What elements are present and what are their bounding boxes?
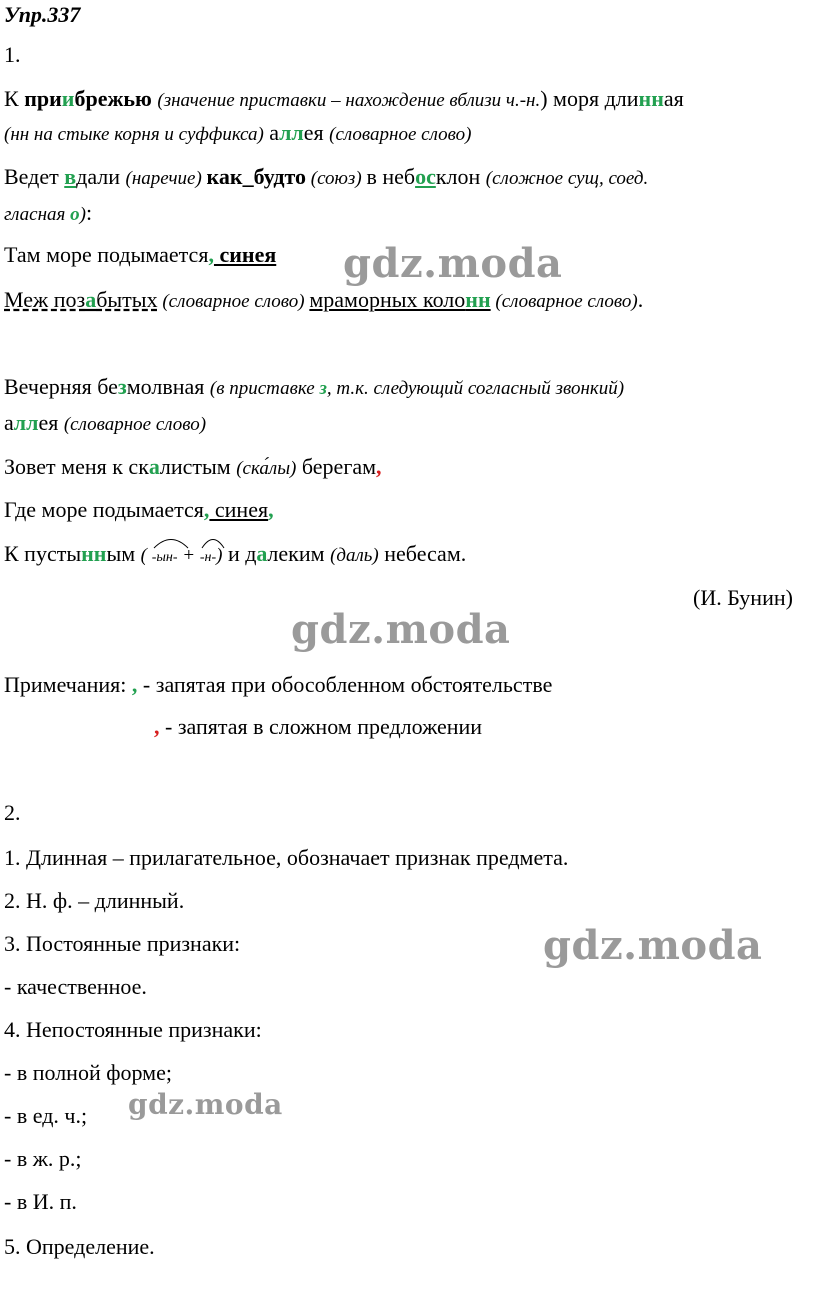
analysis-item: - в И. п. xyxy=(4,1189,77,1214)
suffix-yn-mark: -ын- xyxy=(152,545,178,571)
watermark: gdz.moda xyxy=(543,922,763,969)
poem-line-8: аллея (словарное слово) xyxy=(4,410,207,435)
poem-line-6: Меж позабытых (словарное слово) мраморных колонн (словарное слово). xyxy=(4,287,644,312)
analysis-item: - в ед. ч.; xyxy=(4,1103,88,1128)
analysis-item: 1. Длинная – прилагательное, обозначает признак предмета. xyxy=(4,845,569,870)
poem-line-9: Зовет меня к скалистым (ска́лы) берегам, xyxy=(4,454,382,479)
exercise-title: Упр.337 xyxy=(4,2,81,27)
poem-line-7: Вечерняя безмолвная (в приставке з, т.к. следующий согласный звонкий) xyxy=(4,374,625,399)
watermark: gdz.moda xyxy=(128,1088,283,1121)
notes-line-2: , - запятая в сложном предложении xyxy=(154,714,483,739)
suffix-n-mark: -н- xyxy=(200,545,216,571)
watermark: gdz.moda xyxy=(343,240,563,287)
poem-line-11: К пустынным ( -ын- + -н-) и далеким (даль) небесам. xyxy=(4,541,466,571)
poem-line-10: Где море подымается, синея, xyxy=(4,497,274,522)
notes-line-1: Примечания: , - запятая при обособленном обстоятельстве xyxy=(4,672,553,697)
analysis-item: - в ж. р.; xyxy=(4,1146,82,1171)
poem-author: (И. Бунин) xyxy=(693,585,793,610)
analysis-item: 3. Постоянные признаки: xyxy=(4,931,241,956)
analysis-item: - качественное. xyxy=(4,974,147,999)
analysis-item: 5. Определение. xyxy=(4,1234,155,1259)
poem-line-2-note: (нн на стыке корня и суффикса) аллея (словарное слово) xyxy=(4,120,472,145)
analysis-item: 4. Непостоянные признаки: xyxy=(4,1017,262,1042)
part1-number: 1. xyxy=(4,42,21,67)
poem-line-1: К приибрежью (значение приставки – нахождение вблизи ч.-н.) моря длинная xyxy=(4,86,684,111)
poem-line-3: Ведет вдали (наречие) как_будто (союз) в небосклон (сложное сущ, соед. xyxy=(4,164,649,189)
analysis-item: - в полной форме; xyxy=(4,1060,172,1085)
watermark: gdz.moda xyxy=(291,606,511,653)
part2-number: 2. xyxy=(4,800,21,825)
poem-line-4-note: гласная о): xyxy=(4,200,93,225)
analysis-item: 2. Н. ф. – длинный. xyxy=(4,888,185,913)
poem-line-5: Там море подымается, синея xyxy=(4,242,277,267)
